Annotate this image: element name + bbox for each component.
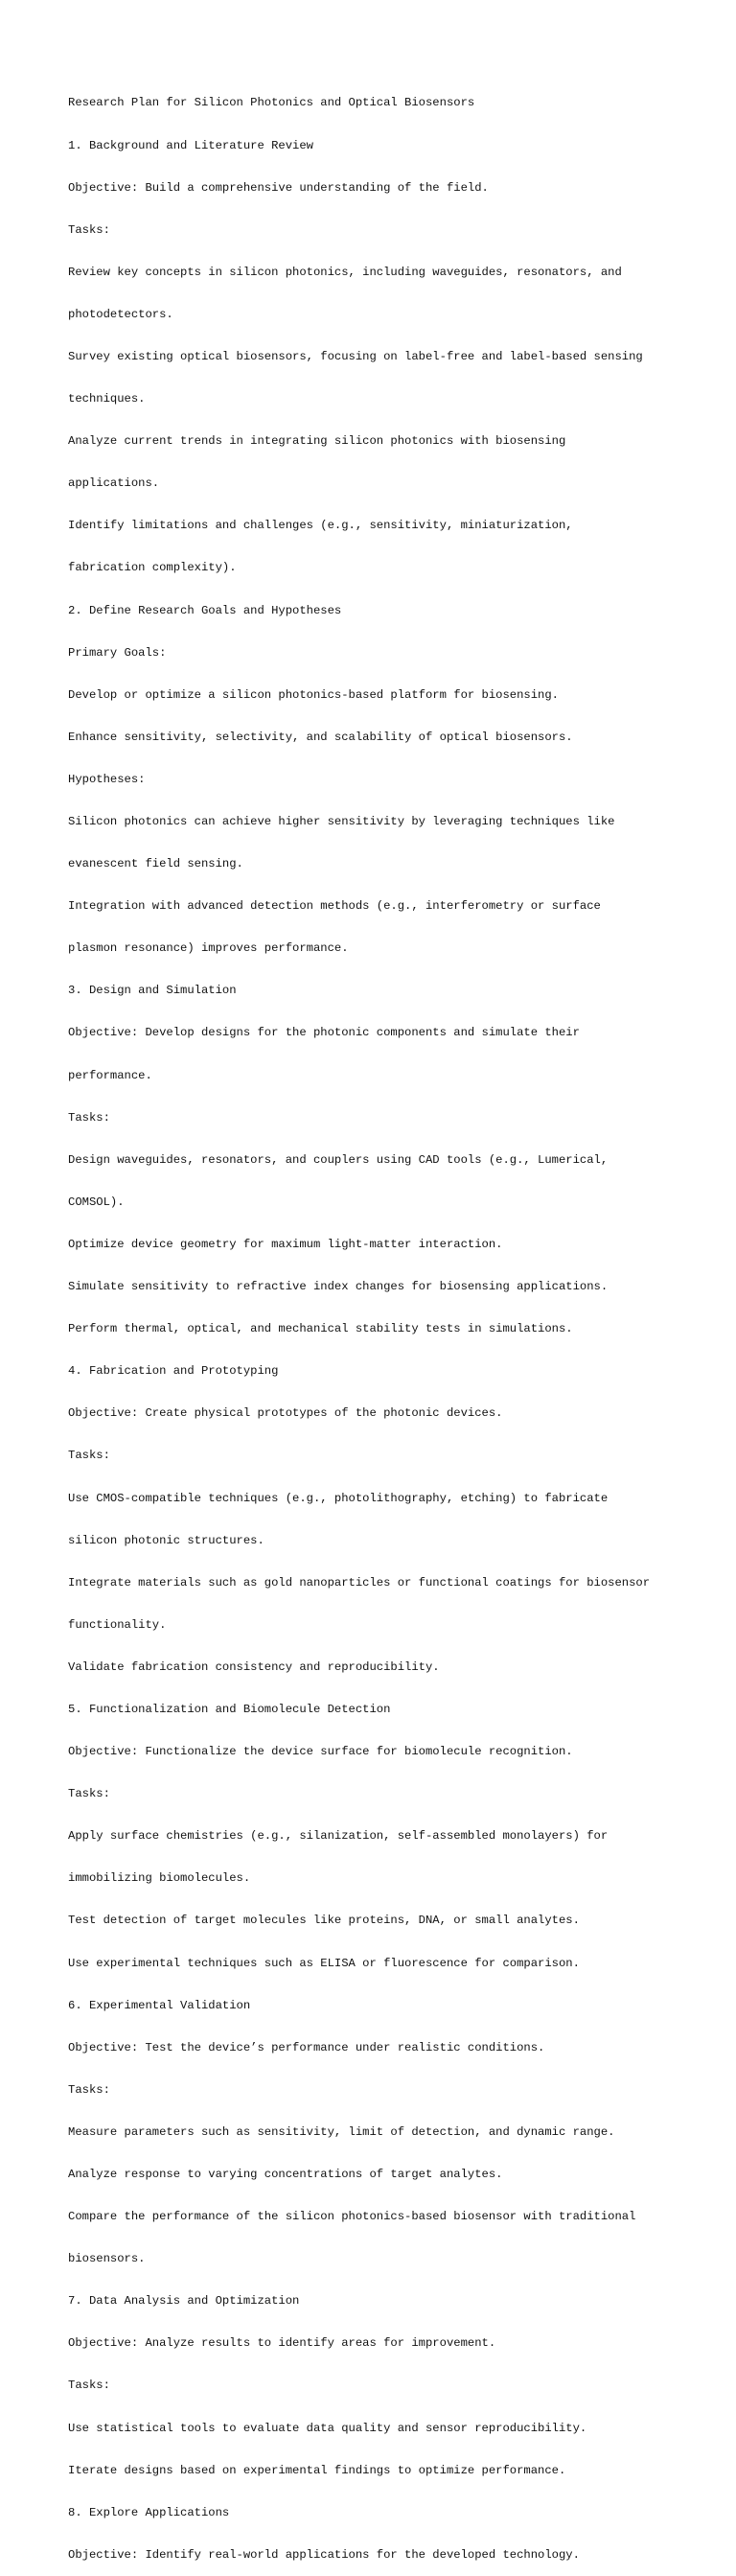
text-line: biosensors.: [68, 2252, 146, 2266]
text-line: Analyze current trends in integrating silicon photonics with biosensing: [68, 434, 566, 449]
text-line: Validate fabrication consistency and reproducibility.: [68, 1659, 440, 1674]
section-heading: 2. Define Research Goals and Hypotheses: [68, 603, 342, 617]
text-line: Identify limitations and challenges (e.g., sensitivity, miniaturization,: [68, 519, 573, 533]
text-line: Iterate designs based on experimental findings to optimize performance.: [68, 2463, 566, 2477]
text-line: Integration with advanced detection methods (e.g., interferometry or surface: [68, 899, 601, 914]
text-line: performance.: [68, 1068, 152, 1082]
document-body: [68, 68, 720, 2576]
text-line: Survey existing optical biosensors, focusing on label-free and label-based sensing: [68, 349, 643, 363]
text-line: Test detection of target molecules like proteins, DNA, or small analytes.: [68, 1914, 580, 1928]
text-line: immobilizing biomolecules.: [68, 1871, 251, 1886]
section-heading: 8. Explore Applications: [68, 2505, 230, 2519]
objective-line: Objective: Identify real-world applications for the developed technology.: [68, 2547, 580, 2562]
section-heading: 5. Functionalization and Biomolecule Detection: [68, 1702, 391, 1716]
objective-line: Objective: Create physical prototypes of the photonic devices.: [68, 1406, 503, 1421]
hypotheses-label: Hypotheses:: [68, 772, 146, 786]
text-line: Use CMOS-compatible techniques (e.g., photolithography, etching) to fabricate: [68, 1491, 609, 1505]
text-line: Compare the performance of the silicon photonics-based biosensor with traditional: [68, 2210, 636, 2224]
text-line: COMSOL).: [68, 1195, 125, 1209]
text-line: applications.: [68, 476, 160, 491]
text-line: Simulate sensitivity to refractive index changes for biosensing applications.: [68, 1280, 609, 1294]
text-line: Enhance sensitivity, selectivity, and scalability of optical biosensors.: [68, 730, 573, 744]
objective-line: Objective: Build a comprehensive understanding of the field.: [68, 180, 489, 195]
tasks-label: Tasks:: [68, 1449, 110, 1463]
section-heading: 4. Fabrication and Prototyping: [68, 1364, 279, 1379]
text-line: Measure parameters such as sensitivity, limit of detection, and dynamic range.: [68, 2124, 615, 2139]
tasks-label: Tasks:: [68, 2082, 110, 2097]
tasks-label: Tasks:: [68, 1787, 110, 1801]
text-line: Integrate materials such as gold nanoparticles or functional coatings for biosensor: [68, 1575, 651, 1590]
objective-line: Objective: Test the device’s performance under realistic conditions.: [68, 2040, 545, 2054]
text-line: Use experimental techniques such as ELISA or fluorescence for comparison.: [68, 1956, 580, 1970]
text-line: Develop or optimize a silicon photonics-based platform for biosensing.: [68, 687, 559, 702]
tasks-label: Tasks:: [68, 1110, 110, 1125]
goals-label: Primary Goals:: [68, 645, 167, 660]
text-line: Review key concepts in silicon photonics, including waveguides, resonators, and: [68, 265, 622, 279]
objective-line: Objective: Develop designs for the photonic components and simulate their: [68, 1026, 580, 1040]
tasks-label: Tasks:: [68, 2379, 110, 2393]
text-line: Perform thermal, optical, and mechanical stability tests in simulations.: [68, 1322, 573, 1336]
text-line: silicon photonic structures.: [68, 1533, 264, 1547]
text-line: techniques.: [68, 392, 146, 406]
text-line: plasmon resonance) improves performance.: [68, 941, 349, 956]
section-heading: 1. Background and Literature Review: [68, 138, 313, 152]
text-line: Design waveguides, resonators, and couplers using CAD tools (e.g., Lumerical,: [68, 1152, 609, 1167]
text-line: Apply surface chemistries (e.g., silanization, self-assembled monolayers) for: [68, 1829, 609, 1844]
document-title: Research Plan for Silicon Photonics and Optical Biosensors: [68, 96, 475, 110]
section-heading: 3. Design and Simulation: [68, 984, 237, 998]
text-line: fabrication complexity).: [68, 561, 237, 575]
text-line: Analyze response to varying concentrations of target analytes.: [68, 2168, 503, 2181]
section-heading: 6. Experimental Validation: [68, 1998, 251, 2012]
text-line: photodetectors.: [68, 307, 173, 321]
tasks-label: Tasks:: [68, 222, 110, 237]
text-line: functionality.: [68, 1617, 167, 1632]
objective-line: Objective: Functionalize the device surface for biomolecule recognition.: [68, 1745, 573, 1759]
objective-line: Objective: Analyze results to identify areas for improvement.: [68, 2336, 496, 2351]
text-line: Optimize device geometry for maximum light-matter interaction.: [68, 1237, 503, 1251]
text-line: evanescent field sensing.: [68, 857, 243, 871]
section-heading: 7. Data Analysis and Optimization: [68, 2294, 300, 2309]
text-line: Silicon photonics can achieve higher sensitivity by leveraging techniques like: [68, 815, 615, 828]
text-line: Use statistical tools to evaluate data quality and sensor reproducibility.: [68, 2421, 587, 2435]
